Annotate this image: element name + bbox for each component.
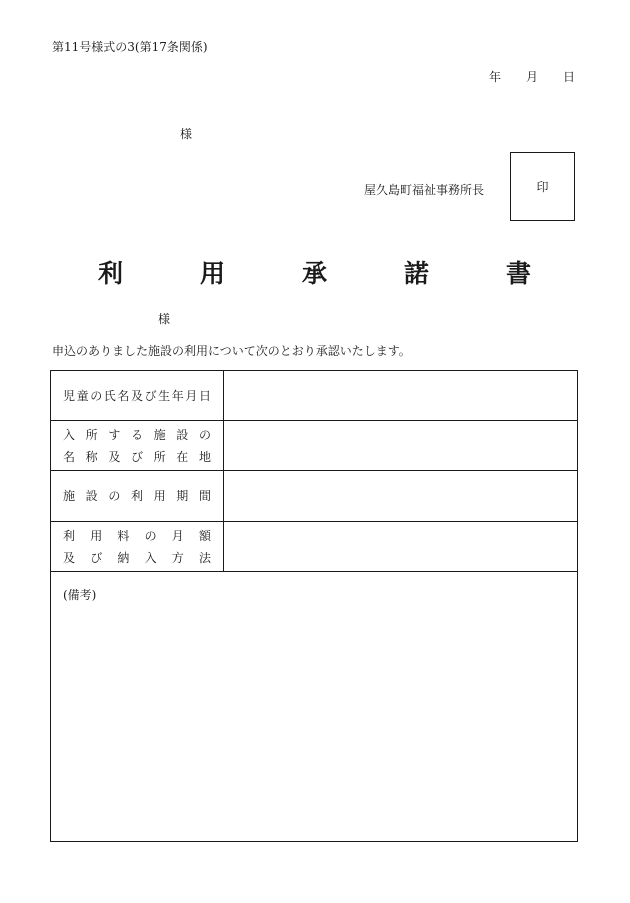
date-month-label: 月 <box>526 70 539 84</box>
value-monthly-fee-payment[interactable] <box>224 522 578 572</box>
intro-text: 申込のありました施設の利用について次のとおり承認いたします。 <box>52 344 411 358</box>
label-char: び <box>90 550 103 565</box>
label-char: び <box>130 449 143 464</box>
title-char-3: 承 <box>302 259 328 288</box>
label-line <box>63 446 211 468</box>
label-char: 所 <box>153 449 166 464</box>
label-char: 利 <box>63 528 76 543</box>
seal-box <box>510 152 575 221</box>
label-char: 法 <box>198 550 211 565</box>
row-label-monthly-fee-payment <box>51 522 224 572</box>
label-line <box>63 547 211 569</box>
label-char: の <box>198 427 211 442</box>
table-row <box>51 471 578 522</box>
value-child-name-birthdate[interactable] <box>224 371 578 421</box>
title-char-1: 利 <box>98 259 124 288</box>
title-char-4: 諾 <box>404 259 430 288</box>
label-char: び <box>144 388 157 403</box>
addressee-suffix: 様 <box>158 312 171 326</box>
label-char: 期 <box>176 489 189 503</box>
label-char: 納 <box>117 550 130 565</box>
label-char: 在 <box>176 449 189 464</box>
title-char-5: 書 <box>506 259 532 288</box>
table-row <box>51 572 578 842</box>
value-usage-period[interactable] <box>224 471 578 522</box>
label-char: 及 <box>63 550 76 565</box>
row-label-usage-period <box>51 471 224 522</box>
label-char: 地 <box>198 449 211 464</box>
label-char: 月 <box>171 528 184 543</box>
table-row <box>51 522 578 572</box>
date-year-label: 年 <box>489 70 502 84</box>
label-char: 利 <box>130 489 143 503</box>
label-char: 料 <box>117 528 130 543</box>
form-number: 第11号様式の3(第17条関係) <box>52 40 208 54</box>
label-char: る <box>130 427 143 442</box>
label-char: 月 <box>185 388 198 403</box>
remarks-label: (備考) <box>63 588 97 602</box>
label-char: 間 <box>198 489 211 503</box>
label-char: 及 <box>108 449 121 464</box>
date-day-label: 日 <box>563 70 576 84</box>
label-char: 児 <box>63 388 76 403</box>
label-char: 入 <box>144 550 157 565</box>
label-char: 入 <box>63 427 76 442</box>
issuer-name: 屋久島町福祉事務所長 <box>364 183 485 197</box>
label-char: す <box>108 427 121 442</box>
label-char: の <box>108 489 121 503</box>
label-char: 額 <box>198 528 211 543</box>
table-row <box>51 421 578 471</box>
label-char: 用 <box>153 489 166 503</box>
label-line <box>63 525 211 547</box>
label-char: 設 <box>176 427 189 442</box>
label-char: 氏 <box>103 388 116 403</box>
label-char: 日 <box>198 388 211 403</box>
title-char-2: 用 <box>200 259 226 288</box>
label-char: 設 <box>85 489 98 503</box>
label-char: 称 <box>85 449 98 464</box>
label-char: 施 <box>63 489 76 503</box>
label-line <box>63 385 211 407</box>
value-facility-name-address[interactable] <box>224 421 578 471</box>
label-char: 方 <box>171 550 184 565</box>
label-char: 名 <box>63 449 76 464</box>
label-char: 及 <box>130 388 143 403</box>
label-char: 生 <box>158 388 171 403</box>
label-line <box>63 424 211 446</box>
label-char: の <box>90 388 103 403</box>
label-char: 施 <box>153 427 166 442</box>
label-char: 童 <box>76 388 89 403</box>
label-char: の <box>144 528 157 543</box>
table-row <box>51 371 578 421</box>
label-line <box>63 485 211 507</box>
row-label-child-name-birthdate <box>51 371 224 421</box>
label-char: 所 <box>85 427 98 442</box>
seal-label: 印 <box>536 180 549 194</box>
remarks-cell[interactable] <box>51 572 578 842</box>
label-char: 用 <box>90 528 103 543</box>
label-char: 年 <box>171 388 184 403</box>
row-label-facility-name-address <box>51 421 224 471</box>
approval-table <box>50 370 578 842</box>
addressee-suffix-top: 様 <box>180 127 193 141</box>
label-char: 名 <box>117 388 130 403</box>
